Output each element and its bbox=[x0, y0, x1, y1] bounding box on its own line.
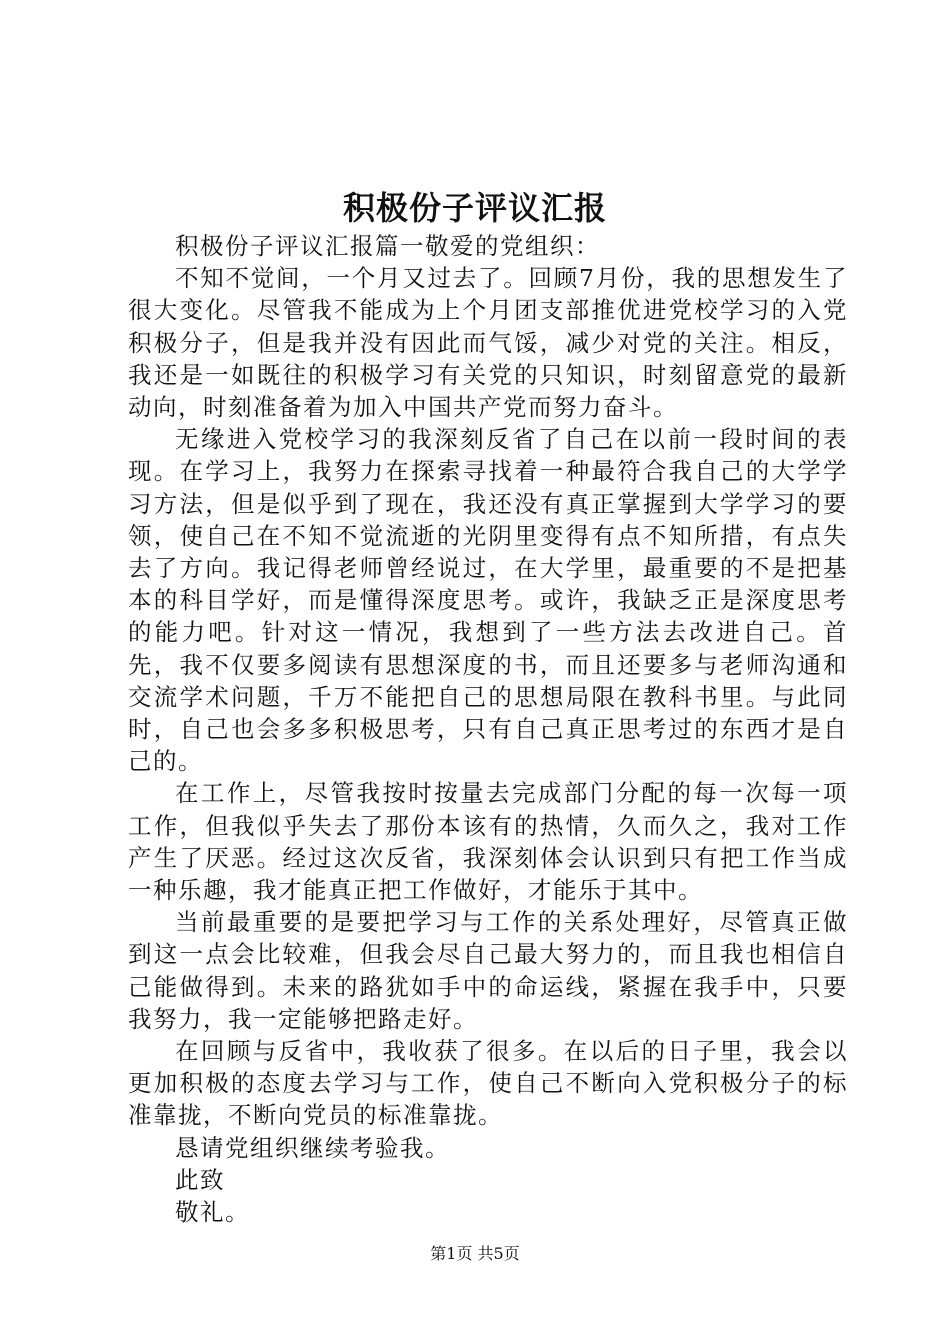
body-paragraph: 无缘进入党校学习的我深刻反省了自己在以前一段时间的表现。在学习上，我努力在探索寻找着一种最符合我自己的大学学习方法，但是似乎到了现在，我还没有真正掌握到大学学习的要领，使自己在不知不觉流逝的光阴里变得有点不知所措，有点失去了方向。我记得老师曾经说过，在大学里，最重要的不是把基本的科目学好，而是懂得深度思考。或许，我缺乏正是深度思考的能力吧。针对这一情况，我想到了一些方法去改进自己。首先，我不仅要多阅读有思想深度的书，而且还要多与老师沟通和交流学术问题，千万不能把自己的思想局限在教科书里。与此同时，自己也会多多积极思考，只有自己真正思考过的东西才是自己的。 bbox=[128, 425, 848, 776]
document-body bbox=[128, 230, 848, 1228]
closing-line: 此致 bbox=[175, 1165, 225, 1194]
body-paragraph: 在回顾与反省中，我收获了很多。在以后的日子里，我会以更加积极的态度去学习与工作，使自己不断向入党积极分子的标准靠拢，不断向党员的标准靠拢。 bbox=[128, 1037, 848, 1130]
request-paragraph: 恳请党组织继续考验我。 bbox=[175, 1133, 450, 1162]
body-paragraph: 当前最重要的是要把学习与工作的关系处理好，尽管真正做到这一点会比较难，但我会尽自己最大努力的，而且我也相信自己能做得到。未来的路犹如手中的命运线，紧握在我手中，只要我努力，我一定能够把路走好。 bbox=[128, 908, 848, 1033]
page-number-footer: 第1页 共5页 bbox=[430, 1244, 520, 1263]
body-paragraph: 在工作上，尽管我按时按量去完成部门分配的每一次每一项工作，但我似乎失去了那份本该有的热情，久而久之，我对工作产生了厌恶。经过这次反省，我深刻体会认识到只有把工作当成一种乐趣，我才能真正把工作做好，才能乐于其中。 bbox=[128, 779, 848, 905]
closing-salute: 敬礼。 bbox=[175, 1198, 250, 1227]
salutation-paragraph: 积极份子评议汇报篇一敬爱的党组织： bbox=[175, 232, 600, 260]
body-paragraph: 不知不觉间，一个月又过去了。回顾7月份，我的思想发生了很大变化。尽管我不能成为上个月团支部推优进党校学习的入党积极分子，但是我并没有因此而气馁，减少对党的关注。相反，我还是一如既往的积极学习有关党的只知识，时刻留意党的最新动向，时刻准备着为加入中国共产党而努力奋斗。 bbox=[128, 264, 848, 422]
document-title: 积极份子评议汇报 bbox=[342, 189, 607, 227]
